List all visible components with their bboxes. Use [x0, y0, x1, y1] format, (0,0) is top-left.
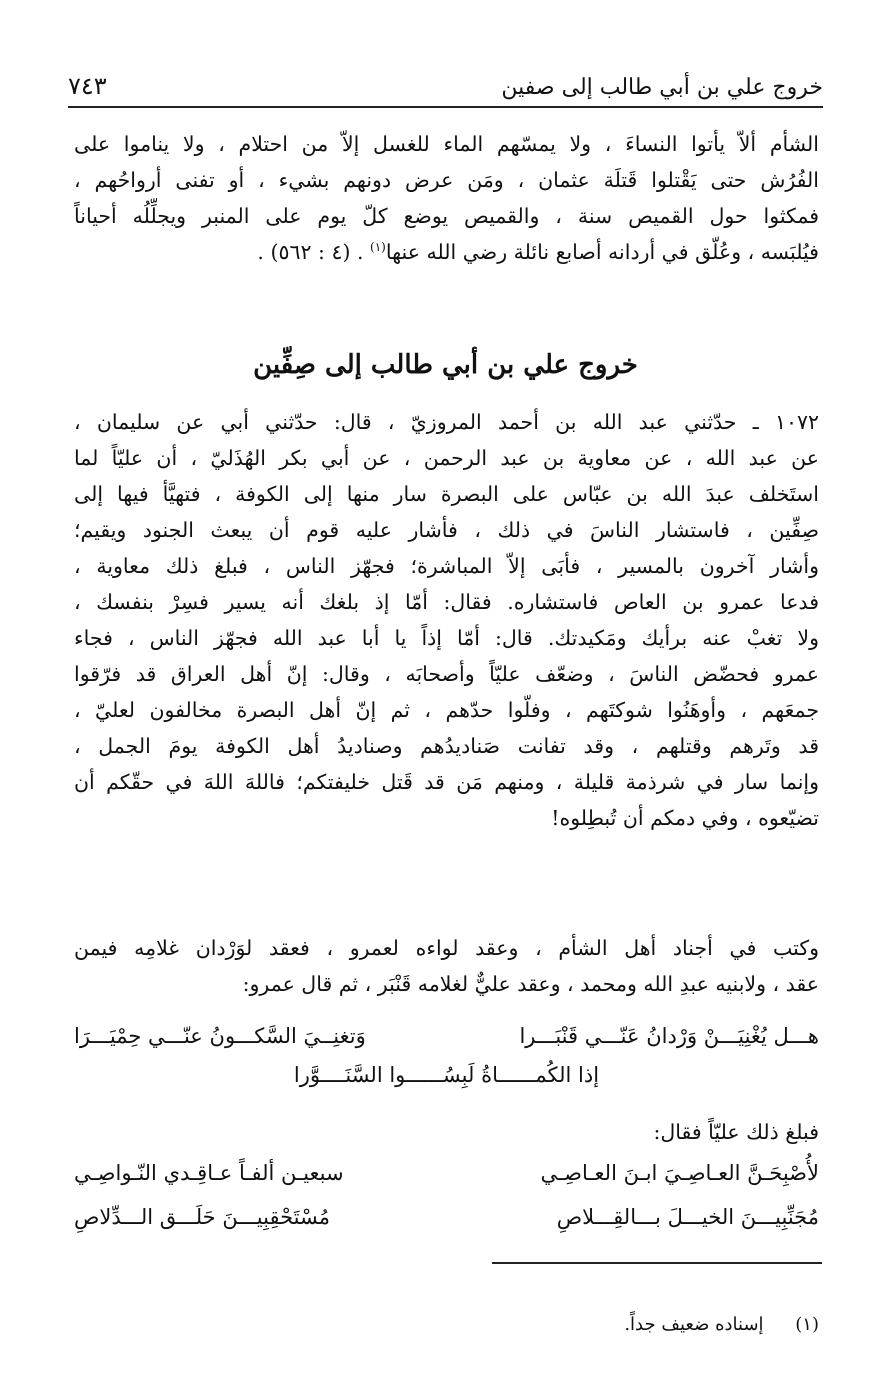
text-line: وكتب في أجناد أهل الشأم ، وعقد لواءه لعمرو ، فعقد لوَرْدان غلامِه فيمن: [74, 936, 819, 960]
citation: . (٤ : ٥٦٢) .: [257, 240, 371, 264]
text-line: فمكثوا حول القميص سنة ، والقميص يوضع كلّ يوم على المنبر ويجلِّلُه أحياناً: [74, 204, 819, 228]
section-heading: خروج علي بن أبي طالب إلى صِفِّين: [253, 350, 638, 380]
hemistich: وَتغنِــيَ السَّكـــونُ عنّـــي حِمْيَـــرَا: [74, 1024, 366, 1048]
hemistich: مُسْتَحْقِبِيـــنَ حَلَـــق الـــدِّلاصِ: [74, 1205, 330, 1229]
text-line: قد وتَرهم وقتلهم ، وقد تفانت صَناديدُهم وصناديدُ أهل الكوفة يومَ الجمل ،: [74, 734, 819, 758]
text-line: وأشار آخرون بالمسير ، فأبَى إلاّ المباشرة؛ فجهّز الناس ، فبلغ ذلك معاوية ،: [74, 554, 819, 578]
paragraph-2: [74, 404, 819, 836]
text-line: جمعَهم ، وأوهَنُوا شوكتَهم ، وفلّوا حدّهم ، ثم إنّ أهل البصرة مخالفون لعليّ ،: [74, 698, 819, 722]
text-line: الفُرُش حتى يَقْتلوا قَتلَة عثمان ، ومَن عرض دونهم بشيء ، أو تفنى أرواحُهم ،: [74, 168, 819, 192]
hemistich: مُجَنِّبِيـــنَ الخيـــلَ بـــالقِـــلاصِ: [556, 1205, 819, 1229]
text-line: عن عبد الله ، عن معاوية بن عبد الرحمن ، عن أبي بكر الهُذَليّ ، أن عليّاً لما: [74, 446, 819, 470]
text-line: [74, 234, 819, 270]
line-text: فيُلبَسه ، وعُلّق في أردانه أصابع نائلة رضي الله عنها: [385, 240, 819, 264]
text-line: وإنما سار في شرذمة قليلة ، ومنهم مَن قد قَتل خليفتكم؛ فاللهَ اللهَ في حقّكم أن: [74, 770, 819, 794]
text-line: الشأم ألاّ يأتوا النساءَ ، ولا يمسّهم الماء للغسل إلاّ من احتلام ، ولا يناموا على: [74, 132, 819, 156]
poem-verse-1: [74, 1017, 819, 1055]
poem-verse-3: [74, 1154, 819, 1192]
footnote-divider: [492, 1262, 822, 1264]
footnote-marker: (١): [370, 240, 386, 255]
text-line: فدعا عمرو بن العاص فاستشاره. فقال: أمّا إذ بلغك أنه يسير فسِرْ بنفسك ،: [74, 590, 819, 614]
footnote-number: (١): [795, 1314, 819, 1335]
poem-verse-2: [74, 1056, 819, 1094]
text-line: عقد ، ولابنيه عبدِ الله ومحمد ، وعقد عليٌّ لغلامه قَنْبَر ، ثم قال عمرو:: [242, 972, 819, 996]
poem-verse-4: [74, 1198, 819, 1236]
text-line: تضيّعوه ، وفي دمكم أن تُبطِلوه!: [551, 806, 819, 830]
text-line: ولا تغبْ عنه برأيك ومَكيدتك. قال: أمّا إذاً يا أبا عبد الله فجهّز الناس ، فجاء: [74, 626, 819, 650]
text-line: استَخلف عبدَ الله بن عبّاس على البصرة سار منها إلى الكوفة ، فتهيَّأ فيها إلى: [74, 482, 819, 506]
footnote-text: إسناده ضعيف جداً.: [624, 1314, 764, 1335]
hemistich: إذا الكُمــــــاةُ لَبِسُــــــوا السَّنَــــوَّرا: [293, 1063, 600, 1087]
running-title: خروج علي بن أبي طالب إلى صفين: [501, 75, 823, 100]
hemistich: سبعيـن ألفـاً عـاقِـدي النّـواصِـي: [74, 1161, 344, 1185]
hemistich: لأُصْبِحَـنَّ العـاصِـيَ ابـنَ العـاصِـي: [540, 1161, 819, 1185]
footnote: [624, 1312, 819, 1338]
paragraph-3: [74, 930, 819, 1002]
text-line: عمرو فحضّض الناسَ ، وضعّف عليّاً وأصحابَه ، وقال: إنّ أهل العراق قد فرّقوا: [74, 662, 819, 686]
page-number: ٧٤٣: [68, 72, 107, 100]
text-line: صِفِّين ، فاستشار الناسَ في ذلك ، فأشار عليه قوم أن يبعث الجنود ويقيم؛: [74, 518, 819, 542]
poem-intro: فبلغ ذلك عليّاً فقال:: [653, 1120, 819, 1144]
hemistich: هـــل يُغْنِيَـــنْ وَرْدانُ عَنّـــي قَنْبَـــرا: [519, 1024, 819, 1048]
page-header: [68, 62, 823, 108]
text-line: ١٠٧٢ ـ حدّثني عبد الله بن أحمد المروزيّ ، قال: حدّثني أبي عن سليمان ،: [74, 410, 819, 434]
paragraph-1: [74, 126, 819, 270]
